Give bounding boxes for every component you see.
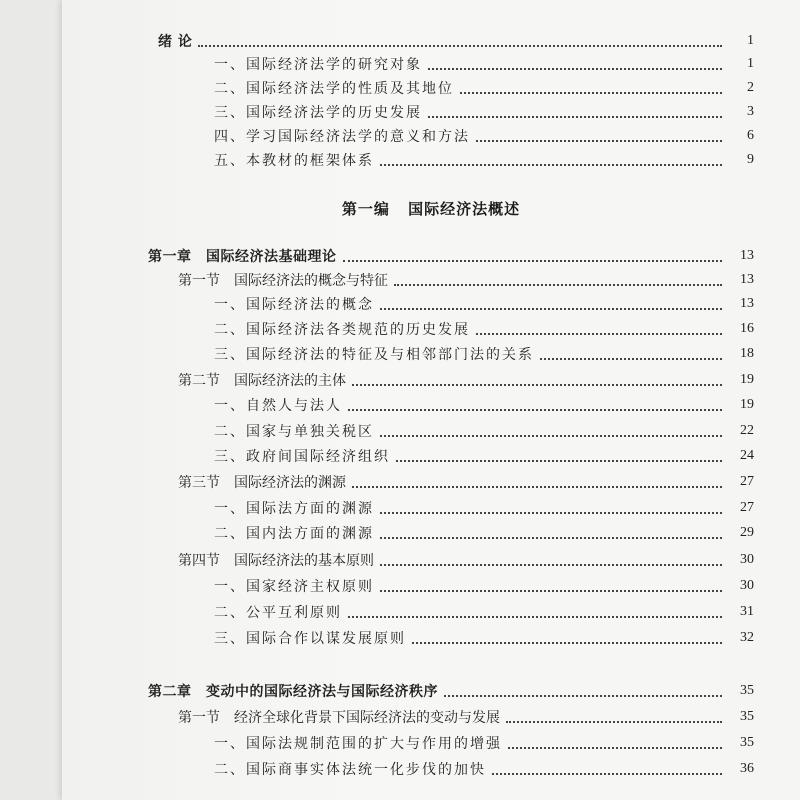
toc-item-page: 18: [740, 346, 754, 361]
part-name: 国际经济法概述: [408, 200, 521, 218]
dot-leader: [428, 68, 722, 70]
toc-intro-label: 绪 论: [158, 34, 193, 50]
toc-chapter-label: 第一章 国际经济法基础理论: [148, 249, 337, 265]
dot-leader: [492, 773, 722, 775]
toc-item-page: 22: [740, 423, 754, 438]
toc-item[interactable]: [214, 394, 754, 416]
toc-item-page: 24: [740, 448, 754, 463]
toc-item-page: 2: [747, 80, 754, 95]
toc-item-label: 五、本教材的框架体系: [214, 153, 374, 169]
dot-leader: [380, 590, 722, 592]
dot-leader: [412, 642, 722, 644]
toc-item-page: 16: [740, 321, 754, 336]
dot-leader: [352, 486, 722, 488]
dot-leader: [396, 460, 722, 462]
toc-item-page: 3: [747, 104, 754, 119]
toc-section[interactable]: [178, 269, 754, 291]
dot-leader: [508, 747, 722, 749]
toc-item-page: 35: [740, 735, 754, 750]
toc-item-page: 30: [740, 578, 754, 593]
part-title: [62, 198, 800, 219]
toc-item-page: 31: [740, 604, 754, 619]
toc-item[interactable]: [214, 601, 754, 623]
dot-leader: [380, 564, 722, 566]
dot-leader: [380, 512, 722, 514]
toc-item[interactable]: [214, 575, 754, 597]
toc-section[interactable]: [178, 369, 754, 391]
dot-leader: [476, 140, 722, 142]
dot-leader: [380, 435, 722, 437]
toc-item-page: 6: [747, 128, 754, 143]
toc-item[interactable]: [214, 627, 754, 649]
toc-item-page: 27: [740, 500, 754, 515]
toc-item[interactable]: [214, 732, 754, 754]
toc-item-page: 13: [740, 296, 754, 311]
toc-item[interactable]: [214, 101, 754, 123]
toc-item-label: 一、国际法规制范围的扩大与作用的增强: [214, 736, 502, 752]
toc-item[interactable]: [214, 343, 754, 365]
toc-section[interactable]: [178, 706, 754, 728]
toc-chapter[interactable]: [148, 245, 754, 267]
dot-leader: [460, 92, 722, 94]
toc-item-page: 32: [740, 630, 754, 645]
toc-item-page: 9: [747, 152, 754, 167]
toc-item-label: 四、学习国际经济法学的意义和方法: [214, 129, 470, 145]
toc-item[interactable]: [214, 77, 754, 99]
toc-item-label: 一、国际经济法学的研究对象: [214, 57, 422, 73]
dot-leader: [540, 358, 722, 360]
toc-item-label: 一、国际法方面的渊源: [214, 501, 374, 517]
toc-item-label: 三、政府间国际经济组织: [214, 449, 390, 465]
toc-item[interactable]: [214, 497, 754, 519]
toc-item[interactable]: [214, 125, 754, 147]
part-number: 第一编: [341, 200, 390, 218]
toc-section[interactable]: [178, 549, 754, 571]
toc-chapter-label: 第二章 变动中的国际经济法与国际经济秩序: [148, 684, 438, 700]
toc-item[interactable]: [214, 445, 754, 467]
toc-item-label: 二、国际经济法学的性质及其地位: [214, 81, 454, 97]
toc-item[interactable]: [214, 149, 754, 171]
dot-leader: [348, 409, 722, 411]
show-through-text: [182, 8, 186, 22]
toc-item-label: 二、国内法方面的渊源: [214, 526, 374, 542]
toc-item-label: 三、国际合作以谋发展原则: [214, 631, 406, 647]
toc-section-page: 30: [740, 552, 754, 567]
toc-item-page: 1: [747, 56, 754, 71]
dot-leader: [380, 164, 722, 166]
dot-leader: [506, 721, 722, 723]
dot-leader: [444, 695, 722, 697]
toc-item-page: 36: [740, 761, 754, 776]
toc-section[interactable]: [178, 471, 754, 493]
toc-section-label: 第一节 经济全球化背景下国际经济法的变动与发展: [178, 710, 500, 726]
toc-chapter-page: 13: [740, 248, 754, 263]
dot-leader: [380, 537, 722, 539]
toc-item-label: 二、国际商事实体法统一化步伐的加快: [214, 762, 486, 778]
toc-page: [62, 0, 800, 800]
toc-item[interactable]: [214, 53, 754, 75]
toc-section-label: 第四节 国际经济法的基本原则: [178, 553, 374, 569]
dot-leader: [343, 260, 723, 262]
dot-leader: [476, 333, 722, 335]
toc-item-label: 一、自然人与法人: [214, 398, 342, 414]
toc-item[interactable]: [214, 758, 754, 780]
toc-intro[interactable]: [158, 30, 754, 52]
toc-section-page: 13: [740, 272, 754, 287]
dot-leader: [352, 384, 722, 386]
toc-section-page: 35: [740, 709, 754, 724]
toc-item-label: 二、国家与单独关税区: [214, 424, 374, 440]
toc-item-label: 二、国际经济法各类规范的历史发展: [214, 322, 470, 338]
toc-item-page: 19: [740, 397, 754, 412]
toc-section-page: 27: [740, 474, 754, 489]
toc-item-label: 一、国际经济法的概念: [214, 297, 374, 313]
dot-leader: [428, 116, 722, 118]
toc-item[interactable]: [214, 420, 754, 442]
toc-item[interactable]: [214, 318, 754, 340]
toc-section-label: 第二节 国际经济法的主体: [178, 373, 346, 389]
toc-chapter-page: 35: [740, 683, 754, 698]
toc-chapter[interactable]: [148, 680, 754, 702]
toc-section-label: 第一节 国际经济法的概念与特征: [178, 273, 388, 289]
toc-intro-page: 1: [747, 33, 754, 48]
toc-section-page: 19: [740, 372, 754, 387]
toc-item-label: 三、国际经济法学的历史发展: [214, 105, 422, 121]
toc-item-label: 一、国家经济主权原则: [214, 579, 374, 595]
dot-leader: [198, 45, 722, 47]
dot-leader: [394, 284, 722, 286]
toc-item[interactable]: [214, 293, 754, 315]
toc-section-label: 第三节 国际经济法的渊源: [178, 475, 346, 491]
toc-item[interactable]: [214, 522, 754, 544]
toc-item-label: 二、公平互利原则: [214, 605, 342, 621]
dot-leader: [380, 308, 722, 310]
dot-leader: [348, 616, 722, 618]
toc-item-label: 三、国际经济法的特征及与相邻部门法的关系: [214, 347, 534, 363]
toc-item-page: 29: [740, 525, 754, 540]
